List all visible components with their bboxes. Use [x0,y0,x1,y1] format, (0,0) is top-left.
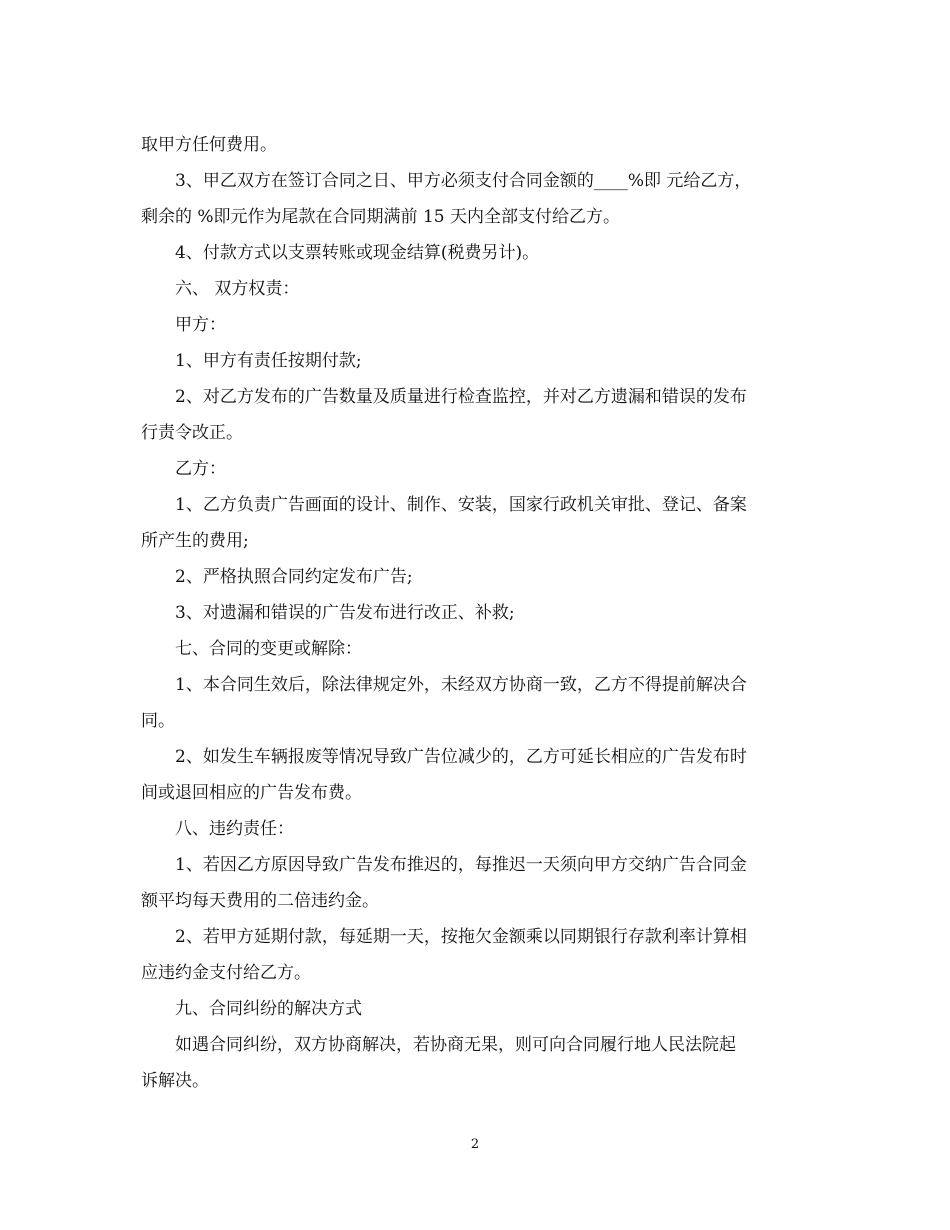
text-line: 间或退回相应的广告发布费。 [141,783,362,803]
text-line: 九、合同纠纷的解决方式 [175,999,362,1019]
text-line: 1、甲方有责任按期付款; [175,351,362,371]
text-line: 2、严格执照合同约定发布广告; [175,567,413,587]
text-line: 所产生的费用; [141,531,249,551]
text-line: 1、乙方负责广告画面的设计、制作、安装，国家行政机关审批、登记、备案 [175,495,747,515]
document-body [141,127,813,1099]
text-line: 剩余的 %即元作为尾款在合同期满前 15 天内全部支付给乙方。 [141,207,620,227]
text-line: 甲方： [175,315,226,335]
text-line: 诉解决。 [141,1071,209,1091]
text-line: 应违约金支付给乙方。 [141,963,311,983]
text-line: 同。 [141,711,175,731]
text-line: 取甲方任何费用。 [141,135,277,155]
text-line: 2、对乙方发布的广告数量及质量进行检查监控，并对乙方遗漏和错误的发布 [175,387,747,407]
text-line: 六、 双方权责： [175,279,300,299]
text-line: 3、对遗漏和错误的广告发布进行改正、补救; [175,603,515,623]
text-line: 3、甲乙双方在签订合同之日、甲方必须支付合同金额的____%即 元给乙方， [175,171,752,191]
text-line: 1、本合同生效后，除法律规定外，未经双方协商一致，乙方不得提前解决合 [175,675,747,695]
text-line: 2、如发生车辆报废等情况导致广告位减少的，乙方可延长相应的广告发布时 [175,747,747,767]
text-line: 2、若甲方延期付款，每延期一天，按拖欠金额乘以同期银行存款利率计算相 [175,927,747,947]
text-line: 乙方： [175,459,226,479]
text-line: 4、付款方式以支票转账或现金结算(税费另计)。 [175,243,540,263]
text-line: 八、违约责任： [175,819,294,839]
text-line: 1、若因乙方原因导致广告发布推迟的，每推迟一天须向甲方交纳广告合同金 [175,855,747,875]
text-line: 七、合同的变更或解除： [175,639,362,659]
text-line: 如遇合同纠纷，双方协商解决，若协商无果，则可向合同履行地人民法院起 [175,1035,736,1055]
page-number: 2 [470,1137,480,1152]
text-line: 额平均每天费用的二倍违约金。 [141,891,379,911]
text-line: 行责令改正。 [141,423,243,443]
